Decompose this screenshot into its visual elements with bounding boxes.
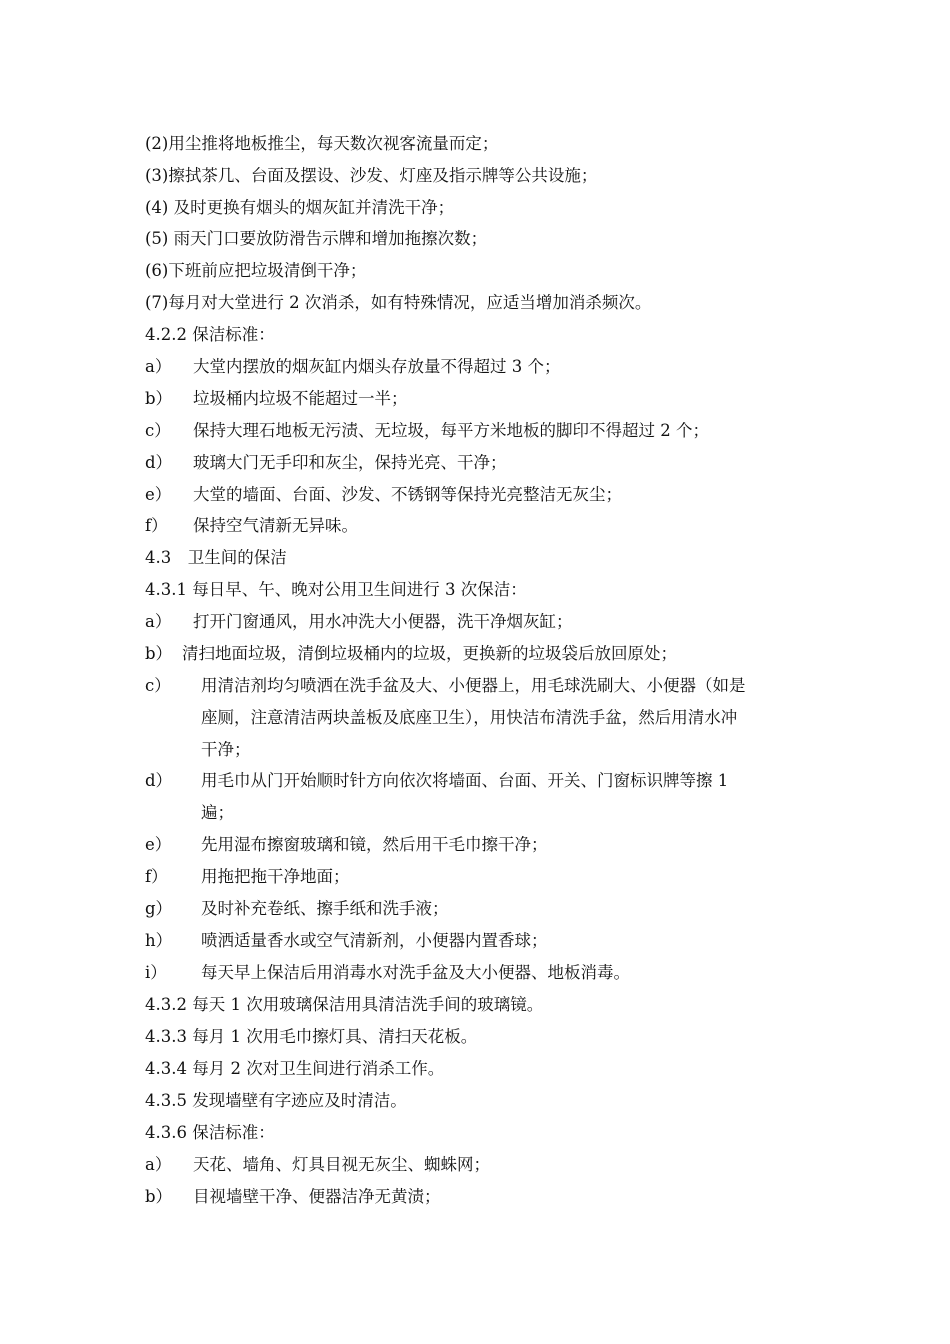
list-item-text: 保持空气清新无异味。 [193, 516, 358, 535]
list-item-text: 及时补充卷纸、擦手纸和洗手液； [201, 899, 449, 918]
list-item-text-continued: 座厕，注意清洁两块盖板及底座卫生），用快洁布清洗手盆，然后用清水冲 [201, 708, 738, 727]
list-marker: c） [145, 676, 171, 695]
list-marker: a） [145, 612, 172, 631]
list-item-text: 保持大理石地板无污渍、无垃圾，每平方米地板的脚印不得超过 2 个； [193, 421, 709, 440]
list-item-text: 目视墙壁干净、便器洁净无黄渍； [193, 1187, 441, 1206]
list-item-text: 打开门窗通风，用水冲洗大小便器，洗干净烟灰缸； [193, 612, 573, 631]
procedure-line-2: (2)用尘推将地板推尘，每天数次视客流量而定； [145, 134, 499, 153]
list-marker: f） [145, 516, 168, 535]
list-item-text: 大堂内摆放的烟灰缸内烟头存放量不得超过 3 个； [193, 357, 561, 376]
section-heading-4-3-1: 4.3.1 每日早、午、晚对公用卫生间进行 3 次保洁： [145, 580, 527, 599]
list-marker: a） [145, 1155, 172, 1174]
procedure-line-6: (6)下班前应把垃圾清倒干净； [145, 261, 367, 280]
procedure-line-4: (4) 及时更换有烟头的烟灰缸并清洗干净； [145, 198, 455, 217]
section-heading-4-3-5: 4.3.5 发现墙壁有字迹应及时清洁。 [145, 1091, 407, 1110]
list-item-text-continued: 遍； [201, 803, 234, 822]
list-marker: d） [145, 771, 173, 790]
list-item-text: 天花、墙角、灯具目视无灰尘、蜘蛛网； [193, 1155, 490, 1174]
list-marker: c） [145, 421, 171, 440]
section-heading-4-3-4: 4.3.4 每月 2 次对卫生间进行消杀工作。 [145, 1059, 445, 1078]
procedure-line-7: (7)每月对大堂进行 2 次消杀，如有特殊情况，应适当增加消杀频次。 [145, 293, 652, 312]
section-heading-4-3-3: 4.3.3 每月 1 次用毛巾擦灯具、清扫天花板。 [145, 1027, 478, 1046]
list-item-text: 清扫地面垃圾，清倒垃圾桶内的垃圾，更换新的垃圾袋后放回原处； [182, 644, 677, 663]
list-marker: a） [145, 357, 172, 376]
section-heading-4-3-6: 4.3.6 保洁标准： [145, 1123, 275, 1142]
list-marker: b） [145, 1187, 173, 1206]
list-marker: d） [145, 453, 173, 472]
section-heading-4-3-2: 4.3.2 每天 1 次用玻璃保洁用具清洁洗手间的玻璃镜。 [145, 995, 544, 1014]
list-item-text-continued: 干净； [201, 740, 251, 759]
procedure-line-3: (3)擦拭茶几、台面及摆设、沙发、灯座及指示牌等公共设施； [145, 166, 598, 185]
list-marker: e） [145, 485, 172, 504]
list-item-text: 先用湿布擦窗玻璃和镜，然后用干毛巾擦干净； [201, 835, 548, 854]
list-item-text: 每天早上保洁后用消毒水对洗手盆及大小便器、地板消毒。 [201, 963, 630, 982]
list-marker: h） [145, 931, 173, 950]
section-heading-4-2-2: 4.2.2 保洁标准： [145, 325, 275, 344]
list-item-text: 用清洁剂均匀喷洒在洗手盆及大、小便器上，用毛球洗刷大、小便器（如是 [201, 676, 746, 695]
list-marker: b） [145, 389, 173, 408]
list-item-text: 用拖把拖干净地面； [201, 867, 350, 886]
list-marker: b） [145, 644, 173, 663]
list-item-text: 喷洒适量香水或空气清新剂，小便器内置香球； [201, 931, 548, 950]
list-marker: g） [145, 899, 173, 918]
list-marker: e） [145, 835, 172, 854]
list-marker: i） [145, 963, 167, 982]
procedure-line-5: (5) 雨天门口要放防滑告示牌和增加拖擦次数； [145, 229, 488, 248]
list-marker: f） [145, 867, 168, 886]
list-item-text: 用毛巾从门开始顺时针方向依次将墙面、台面、开关、门窗标识牌等擦 1 [201, 771, 729, 790]
section-heading-4-3: 4.3 卫生间的保洁 [145, 548, 287, 567]
list-item-text: 玻璃大门无手印和灰尘，保持光亮、干净； [193, 453, 507, 472]
list-item-text: 大堂的墙面、台面、沙发、不锈钢等保持光亮整洁无灰尘； [193, 485, 622, 504]
list-item-text: 垃圾桶内垃圾不能超过一半； [193, 389, 408, 408]
